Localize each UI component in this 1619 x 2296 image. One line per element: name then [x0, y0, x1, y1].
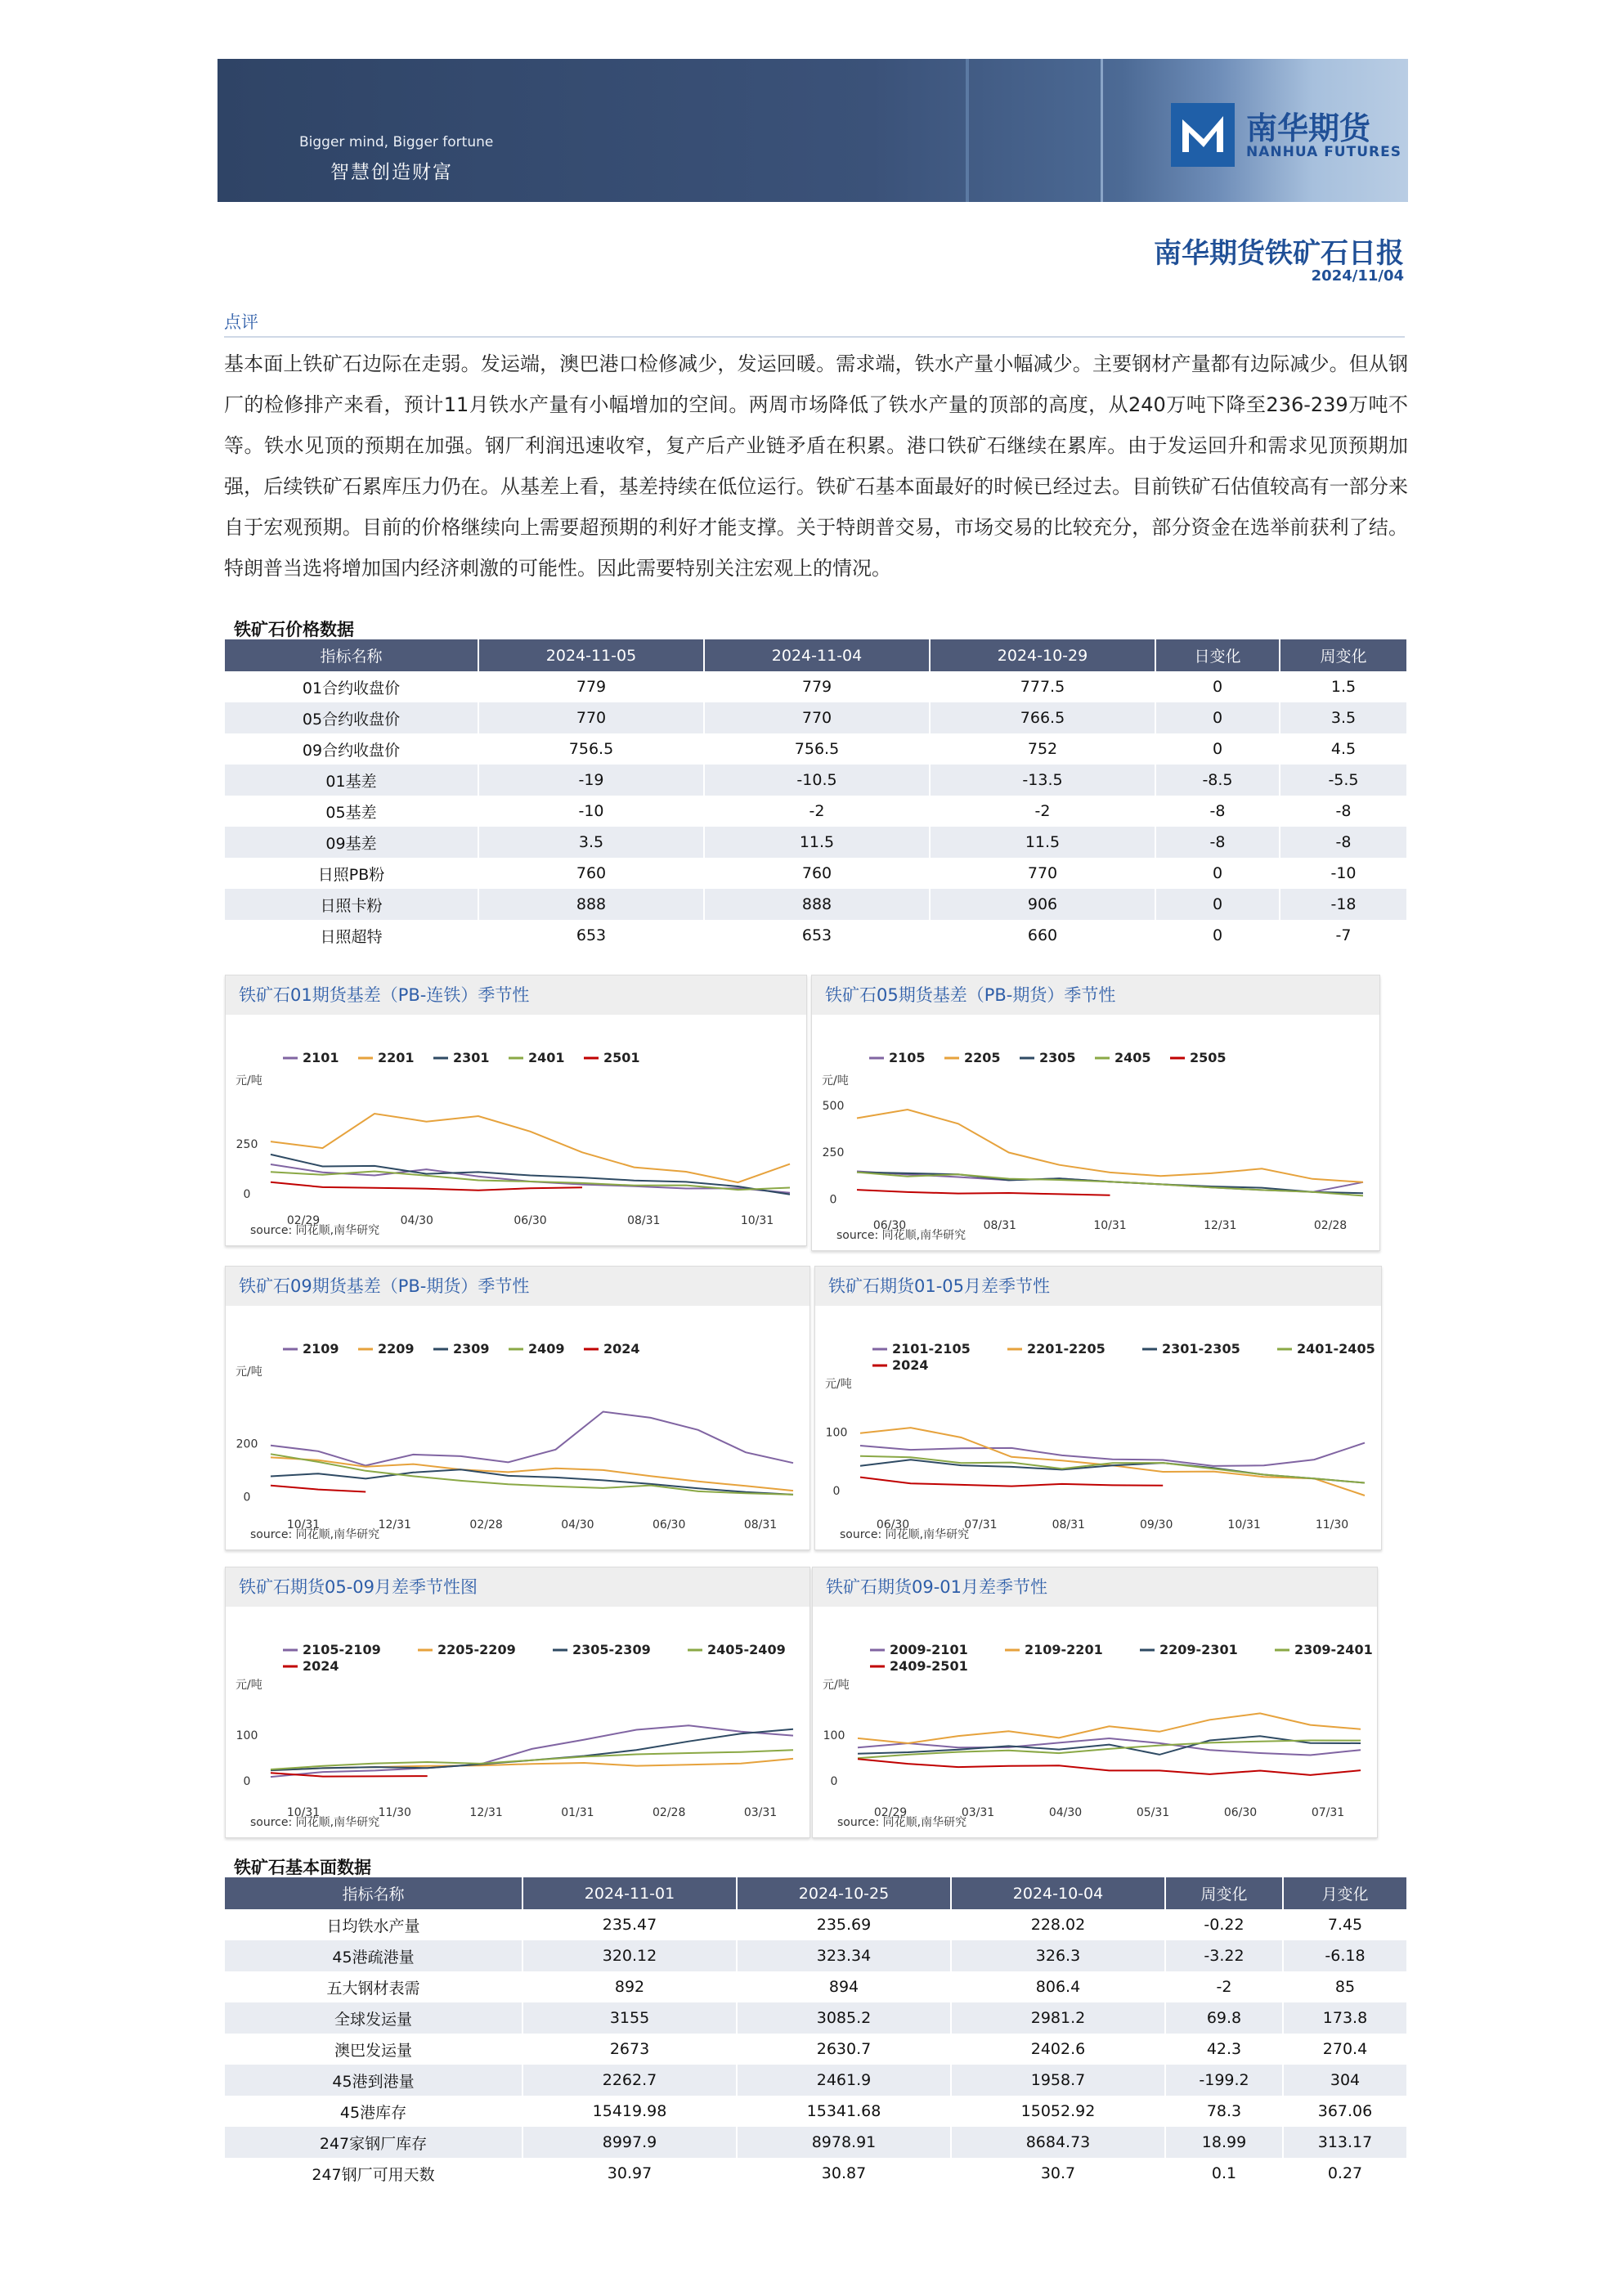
legend-label: 2405-2409	[707, 1642, 786, 1657]
chart-svg	[226, 1567, 810, 1837]
table-row	[225, 2034, 1407, 2065]
x-tick-label: 08/31	[743, 1518, 778, 1531]
row-label: 45港疏港量	[225, 1940, 522, 1971]
x-tick-label: 12/31	[378, 1518, 411, 1531]
row-label: 05合约收盘价	[225, 702, 478, 733]
x-tick-label: 04/30	[561, 1518, 594, 1531]
row-label: 日照PB粉	[225, 858, 478, 889]
table-cell: 0	[1155, 702, 1280, 733]
legend-label: 2101	[303, 1050, 339, 1065]
table-cell: -19	[478, 765, 704, 796]
row-label: 05基差	[225, 796, 478, 827]
row-label: 五大钢材表需	[225, 1971, 522, 2002]
table-cell: 313.17	[1283, 2127, 1407, 2158]
y-tick-label: 250	[822, 1146, 845, 1160]
table-cell: 8997.9	[522, 2127, 737, 2158]
x-tick-label: 08/31	[627, 1214, 661, 1227]
chart-svg	[815, 1267, 1381, 1549]
row-label: 澳巴发运量	[225, 2034, 522, 2065]
table-cell: -8	[1155, 827, 1280, 858]
y-unit-label: 元/吨	[822, 1074, 849, 1087]
table-cell: 326.3	[951, 1940, 1165, 1971]
table-row	[225, 2158, 1407, 2189]
table-cell: -13.5	[930, 765, 1155, 796]
table-cell: -18	[1280, 889, 1407, 920]
y-tick-label: 0	[243, 1774, 251, 1788]
table-cell: 15341.68	[737, 2096, 951, 2127]
table-cell: 2461.9	[737, 2065, 951, 2096]
x-tick-label: 09/30	[1140, 1518, 1173, 1531]
table-cell: 30.97	[522, 2158, 737, 2189]
column-header: 日变化	[1155, 639, 1280, 671]
table-cell: 760	[478, 858, 704, 889]
chart-title: 铁矿石05期货基差（PB-期货）季节性	[812, 975, 1379, 1015]
table-row	[225, 2002, 1407, 2034]
table-cell: -8	[1280, 827, 1407, 858]
column-header: 2024-11-04	[704, 639, 930, 671]
table-row	[225, 920, 1407, 951]
row-label: 09合约收盘价	[225, 733, 478, 765]
fundamentals-table	[225, 1877, 1408, 2189]
column-header: 2024-10-29	[930, 639, 1155, 671]
legend-label: 2405	[1114, 1050, 1151, 1065]
slogan-cn: 智慧创造财富	[330, 162, 453, 183]
table-cell: 11.5	[930, 827, 1155, 858]
x-tick-label: 10/31	[1227, 1518, 1261, 1531]
table-cell: 173.8	[1283, 2002, 1407, 2034]
table-cell: 3.5	[1280, 702, 1407, 733]
column-header: 指标名称	[225, 639, 478, 671]
table-cell: 15419.98	[522, 2096, 737, 2127]
table-cell: 888	[478, 889, 704, 920]
price-table	[225, 639, 1408, 951]
y-unit-label: 元/吨	[235, 1365, 262, 1379]
x-tick-label: 03/31	[961, 1806, 995, 1819]
table-header-row	[225, 1877, 1407, 1909]
table-cell: 0.1	[1165, 2158, 1283, 2189]
table-row	[225, 1971, 1407, 2002]
table-cell: 0	[1155, 920, 1280, 951]
legend-label: 2309	[453, 1341, 490, 1357]
table-row	[225, 1909, 1407, 1940]
table-row	[225, 2127, 1407, 2158]
table-cell: 2262.7	[522, 2065, 737, 2096]
y-tick-label: 0	[243, 1491, 251, 1505]
table-cell: 756.5	[478, 733, 704, 765]
column-header: 指标名称	[225, 1877, 522, 1909]
table-cell: 2673	[522, 2034, 737, 2065]
legend-label: 2301	[453, 1050, 490, 1065]
table-cell: 777.5	[930, 671, 1155, 702]
table-cell: 30.87	[737, 2158, 951, 2189]
legend-label: 2401-2405	[1297, 1341, 1375, 1357]
table-cell: 779	[704, 671, 930, 702]
table-cell: 78.3	[1165, 2096, 1283, 2127]
table-cell: -8.5	[1155, 765, 1280, 796]
table-cell: -3.22	[1165, 1940, 1283, 1971]
chart-05-basis	[811, 975, 1380, 1251]
legend-label: 2209-2301	[1159, 1642, 1238, 1657]
x-tick-label: 02/29	[286, 1214, 321, 1227]
chart-01-05-spread	[814, 1266, 1382, 1550]
row-label: 247钢厂可用天数	[225, 2158, 522, 2189]
series-line-2409-2501	[858, 1759, 1361, 1775]
x-tick-label: 06/30	[1223, 1806, 1258, 1819]
table-row	[225, 796, 1407, 827]
table-cell: 1958.7	[951, 2065, 1165, 2096]
table-cell: 806.4	[951, 1971, 1165, 2002]
table-cell: -8	[1280, 796, 1407, 827]
row-label: 01基差	[225, 765, 478, 796]
table-cell: 2402.6	[951, 2034, 1165, 2065]
row-label: 日照超特	[225, 920, 478, 951]
table-cell: 888	[704, 889, 930, 920]
table-cell: -6.18	[1283, 1940, 1407, 1971]
chart-svg	[813, 1567, 1377, 1837]
x-tick-label: 06/30	[653, 1518, 686, 1531]
table-cell: -8	[1155, 796, 1280, 827]
table-cell: 323.34	[737, 1940, 951, 1971]
table-cell: 894	[737, 1971, 951, 2002]
x-tick-label: 04/30	[400, 1214, 433, 1227]
chart-source: source: 同花顺,南华研究	[250, 1224, 380, 1237]
series-line-2309-2401	[858, 1741, 1361, 1759]
report-title: 南华期货铁矿石日报	[1154, 237, 1404, 270]
chart-source: source: 同花顺,南华研究	[250, 1816, 380, 1829]
series-line-2105-2109	[271, 1725, 793, 1777]
chart-title: 铁矿石01期货基差（PB-连铁）季节性	[226, 975, 806, 1015]
x-tick-label: 10/31	[740, 1214, 774, 1227]
legend-label: 2401	[528, 1050, 565, 1065]
table-cell: 69.8	[1165, 2002, 1283, 2034]
x-tick-label: 01/31	[561, 1806, 594, 1819]
table-cell: 770	[704, 702, 930, 733]
logo-text-cn: 南华期货	[1246, 110, 1371, 146]
divider	[224, 336, 1405, 338]
x-tick-label: 02/28	[653, 1806, 686, 1819]
table-cell: 0	[1155, 671, 1280, 702]
x-tick-label: 06/30	[872, 1219, 907, 1232]
table-cell: 3085.2	[737, 2002, 951, 2034]
table-row	[225, 702, 1407, 733]
column-header: 2024-11-05	[478, 639, 704, 671]
table-cell: -7	[1280, 920, 1407, 951]
table-row	[225, 858, 1407, 889]
legend-label: 2309-2401	[1294, 1642, 1373, 1657]
legend-label: 2105-2109	[303, 1642, 381, 1657]
column-header: 2024-11-01	[522, 1877, 737, 1909]
x-tick-label: 06/30	[876, 1518, 910, 1531]
legend-label: 2305	[1039, 1050, 1076, 1065]
comment-text: 基本面上铁矿石边际在走弱。发运端，澳巴港口检修减少，发运回暖。需求端，铁水产量小幅减少。主要钢材产量都有边际减少。但从钢厂的检修排产来看，预计11月铁水产量有小幅增加的空间。两周市场降低了铁水产量的顶部的高度，从240万吨下降至236-239万吨不等。铁水见顶的预期在加强。钢厂利润迅速收窄，复产后产业链矛盾在积累。港口铁矿石继续在累库。由于发运回升和需求见顶预期加强，后续铁矿石累库压力仍在。从基差上看，基差持续在低位运行。铁矿石基本面最好的时候已经过去。目前铁矿石估值较高有一部分来自于宏观预期。目前的价格继续向上需要超预期的利好才能支撑。关于特朗普交易，市场交易的比较充分，部分资金在选举前获利了结。特朗普当选将增加国内经济刺激的可能性。因此需要特别关注宏观上的情况。	[224, 352, 1408, 580]
table-cell: 367.06	[1283, 2096, 1407, 2127]
chart-title: 铁矿石期货01-05月差季节性	[815, 1267, 1381, 1306]
y-unit-label: 元/吨	[825, 1378, 852, 1391]
table-cell: 8684.73	[951, 2127, 1165, 2158]
y-unit-label: 元/吨	[823, 1679, 850, 1692]
legend-label: 2024	[303, 1658, 339, 1674]
row-label: 日均铁水产量	[225, 1909, 522, 1940]
table-cell: -2	[930, 796, 1155, 827]
chart-05-09-spread	[225, 1567, 810, 1838]
row-label: 45港库存	[225, 2096, 522, 2127]
y-tick-label: 100	[823, 1729, 845, 1742]
series-line-2405-2409	[271, 1750, 793, 1769]
table-cell: 235.47	[522, 1909, 737, 1940]
y-unit-label: 元/吨	[235, 1074, 262, 1087]
row-label: 日照卡粉	[225, 889, 478, 920]
chart-svg	[226, 975, 806, 1245]
table-cell: 85	[1283, 1971, 1407, 2002]
legend-label: 2201-2205	[1027, 1341, 1105, 1357]
table-row	[225, 1940, 1407, 1971]
row-label: 全球发运量	[225, 2002, 522, 2034]
table-cell: -199.2	[1165, 2065, 1283, 2096]
price-table-caption: 铁矿石价格数据	[234, 620, 354, 639]
legend-label: 2024	[892, 1357, 929, 1373]
chart-09-basis	[225, 1266, 810, 1550]
x-tick-label: 07/31	[964, 1518, 998, 1531]
table-cell: 2981.2	[951, 2002, 1165, 2034]
chart-source: source: 同花顺,南华研究	[840, 1528, 970, 1541]
table-cell: 653	[704, 920, 930, 951]
chart-title: 铁矿石期货05-09月差季节性图	[226, 1567, 810, 1607]
chart-09-01-spread	[812, 1567, 1378, 1838]
x-tick-label: 10/31	[1093, 1219, 1127, 1232]
table-cell: 235.69	[737, 1909, 951, 1940]
legend-label: 2201	[378, 1050, 415, 1065]
legend-label: 2109	[303, 1341, 339, 1357]
table-cell: 770	[478, 702, 704, 733]
chart-title: 铁矿石09期货基差（PB-期货）季节性	[226, 1267, 810, 1306]
fundamentals-table-caption: 铁矿石基本面数据	[234, 1858, 371, 1877]
header-banner	[218, 59, 1408, 202]
y-tick-label: 0	[829, 1193, 837, 1207]
chart-svg	[812, 975, 1379, 1250]
table-cell: 766.5	[930, 702, 1155, 733]
table-cell: 304	[1283, 2065, 1407, 2096]
x-tick-label: 07/31	[1311, 1806, 1345, 1819]
table-row	[225, 2065, 1407, 2096]
table-cell: 18.99	[1165, 2127, 1283, 2158]
y-tick-label: 100	[235, 1729, 258, 1742]
x-tick-label: 02/28	[469, 1518, 503, 1531]
table-cell: 0	[1155, 889, 1280, 920]
table-cell: 3.5	[478, 827, 704, 858]
row-label: 09基差	[225, 827, 478, 858]
table-cell: 770	[930, 858, 1155, 889]
x-tick-label: 12/31	[1204, 1219, 1237, 1232]
y-tick-label: 100	[825, 1426, 848, 1440]
series-line-2205	[857, 1110, 1363, 1182]
chart-source: source: 同花顺,南华研究	[836, 1229, 966, 1242]
y-tick-label: 0	[830, 1774, 838, 1788]
table-cell: 660	[930, 920, 1155, 951]
table-cell: 4.5	[1280, 733, 1407, 765]
table-cell: 30.7	[951, 2158, 1165, 2189]
table-cell: -2	[704, 796, 930, 827]
table-cell: -2	[1165, 1971, 1283, 2002]
table-cell: 756.5	[704, 733, 930, 765]
table-cell: 15052.92	[951, 2096, 1165, 2127]
table-header-row	[225, 639, 1407, 671]
table-cell: 11.5	[704, 827, 930, 858]
series-line-2024	[271, 1773, 428, 1776]
comment-label: 点评	[224, 312, 258, 332]
x-tick-label: 10/31	[286, 1518, 321, 1531]
table-cell: 3155	[522, 2002, 737, 2034]
legend-label: 2109-2201	[1025, 1642, 1103, 1657]
legend-label: 2009-2101	[890, 1642, 968, 1657]
chart-source: source: 同花顺,南华研究	[250, 1528, 380, 1541]
x-tick-label: 02/28	[1313, 1219, 1348, 1232]
table-cell: 8978.91	[737, 2127, 951, 2158]
y-unit-label: 元/吨	[235, 1679, 262, 1692]
table-cell: 0	[1155, 733, 1280, 765]
table-cell: 906	[930, 889, 1155, 920]
row-label: 45港到港量	[225, 2065, 522, 2096]
table-cell: 1.5	[1280, 671, 1407, 702]
table-cell: 228.02	[951, 1909, 1165, 1940]
row-label: 247家钢厂库存	[225, 2127, 522, 2158]
table-row	[225, 765, 1407, 796]
series-line-2401-2405	[860, 1456, 1365, 1483]
x-tick-label: 06/30	[514, 1214, 547, 1227]
table-cell: -10	[1280, 858, 1407, 889]
row-label: 01合约收盘价	[225, 671, 478, 702]
table-cell: 320.12	[522, 1940, 737, 1971]
table-row	[225, 2096, 1407, 2127]
y-tick-label: 250	[235, 1138, 258, 1152]
table-cell: 0.27	[1283, 2158, 1407, 2189]
table-cell: 653	[478, 920, 704, 951]
y-tick-label: 0	[243, 1188, 251, 1202]
column-header: 周变化	[1165, 1877, 1283, 1909]
table-cell: 270.4	[1283, 2034, 1407, 2065]
legend-label: 2409	[528, 1341, 565, 1357]
x-tick-label: 12/31	[469, 1806, 503, 1819]
x-tick-label: 04/30	[1048, 1806, 1083, 1819]
table-row	[225, 889, 1407, 920]
x-tick-label: 11/30	[378, 1806, 411, 1819]
logo-text-en: NANHUA FUTURES	[1246, 144, 1401, 160]
y-tick-label: 500	[822, 1099, 845, 1113]
column-header: 周变化	[1280, 639, 1407, 671]
column-header: 2024-10-04	[951, 1877, 1165, 1909]
x-tick-label: 11/30	[1315, 1518, 1349, 1531]
legend-label: 2501	[603, 1050, 640, 1065]
table-cell: 752	[930, 733, 1155, 765]
series-line-2024	[860, 1478, 1163, 1487]
series-line-2201	[271, 1114, 790, 1182]
x-tick-label: 10/31	[286, 1806, 321, 1819]
legend-label: 2024	[603, 1341, 640, 1357]
table-row	[225, 827, 1407, 858]
y-tick-label: 200	[235, 1437, 258, 1451]
series-line-2024	[271, 1486, 366, 1492]
chart-title: 铁矿石期货09-01月差季节性	[813, 1567, 1377, 1607]
legend-label: 2305-2309	[572, 1642, 651, 1657]
y-tick-label: 0	[832, 1484, 841, 1498]
banner-stripe	[1101, 59, 1103, 202]
legend-label: 2205	[964, 1050, 1001, 1065]
series-line-2501	[271, 1182, 582, 1191]
slogan-en: Bigger mind, Bigger fortune	[299, 134, 494, 150]
table-cell: 2630.7	[737, 2034, 951, 2065]
table-cell: -10	[478, 796, 704, 827]
x-tick-label: 08/31	[983, 1219, 1016, 1232]
chart-01-basis	[225, 975, 807, 1246]
nanhua-logo-icon	[1171, 103, 1235, 167]
legend-label: 2209	[378, 1341, 415, 1357]
legend-label: 2301-2305	[1162, 1341, 1240, 1357]
chart-svg	[226, 1267, 810, 1549]
table-cell: -5.5	[1280, 765, 1407, 796]
table-cell: 42.3	[1165, 2034, 1283, 2065]
x-tick-label: 02/29	[873, 1806, 908, 1819]
series-line-2109	[271, 1412, 793, 1466]
legend-label: 2205-2209	[437, 1642, 516, 1657]
x-tick-label: 08/31	[1052, 1518, 1085, 1531]
table-cell: -10.5	[704, 765, 930, 796]
banner-stripe	[966, 59, 969, 202]
table-row	[225, 671, 1407, 702]
table-cell: 760	[704, 858, 930, 889]
chart-source: source: 同花顺,南华研究	[837, 1816, 967, 1829]
legend-label: 2505	[1190, 1050, 1227, 1065]
legend-label: 2409-2501	[890, 1658, 968, 1674]
column-header: 月变化	[1283, 1877, 1407, 1909]
table-row	[225, 733, 1407, 765]
table-cell: 0	[1155, 858, 1280, 889]
column-header: 2024-10-25	[737, 1877, 951, 1909]
table-cell: -0.22	[1165, 1909, 1283, 1940]
x-tick-label: 03/31	[743, 1806, 778, 1819]
table-cell: 779	[478, 671, 704, 702]
x-tick-label: 05/31	[1136, 1806, 1170, 1819]
legend-label: 2101-2105	[892, 1341, 971, 1357]
series-line-2505	[857, 1190, 1110, 1195]
report-date: 2024/11/04	[1311, 267, 1404, 285]
table-cell: 892	[522, 1971, 737, 2002]
legend-label: 2105	[889, 1050, 926, 1065]
table-cell: 7.45	[1283, 1909, 1407, 1940]
